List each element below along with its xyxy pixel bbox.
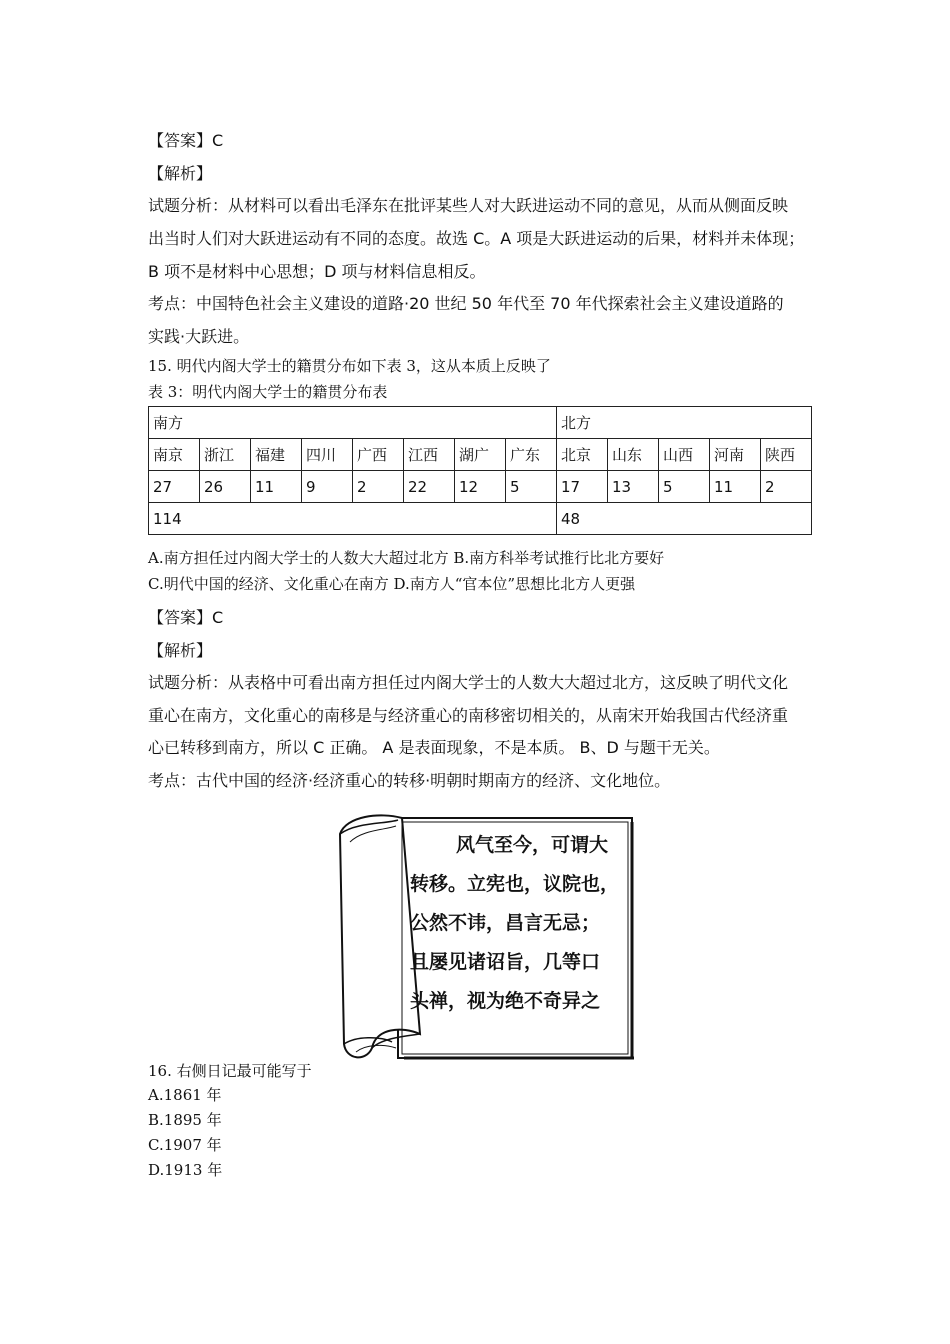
q16-option-c: C.1907 年: [148, 1136, 222, 1154]
count-cell: 12: [455, 471, 506, 503]
q15-table-caption: 表 3：明代内阁大学士的籍贯分布表: [148, 383, 388, 401]
province-cell: 四川: [302, 439, 353, 471]
q16-option-a: A.1861 年: [148, 1086, 222, 1104]
q15-option-ab: A.南方担任过内阁大学士的人数大大超过北方 B.南方科举考试推行比北方要好: [148, 549, 665, 567]
count-cell: 5: [659, 471, 710, 503]
province-cell: 河南: [710, 439, 761, 471]
q15-stem: 15. 明代内阁大学士的籍贯分布如下表 3，这从本质上反映了: [148, 357, 551, 375]
count-cell: 27: [149, 471, 200, 503]
table-row: [149, 407, 812, 439]
q14-key-point-cont: 实践·大跃进。: [148, 327, 250, 346]
q14-answer: 【答案】C: [148, 131, 224, 150]
q16-stem: 16. 右侧日记最可能写于: [148, 1062, 312, 1080]
q15-key-point: 考点：古代中国的经济·经济重心的转移·明朝时期南方的经济、文化地位。: [148, 771, 671, 790]
q15-analysis-line: 试题分析：从表格中可看出南方担任过内阁大学士的人数大大超过北方，这反映了明代文化: [148, 673, 789, 692]
q15-option-cd: C.明代中国的经济、文化重心在南方 D.南方人“官本位”思想比北方人更强: [148, 575, 636, 593]
count-cell: 17: [557, 471, 608, 503]
q14-key-point: 考点：中国特色社会主义建设的道路·20 世纪 50 年代至 70 年代探索社会主义建设道路的: [148, 294, 784, 313]
count-cell: 5: [506, 471, 557, 503]
q14-analysis-heading: 【解析】: [148, 164, 213, 183]
count-cell: 13: [608, 471, 659, 503]
q14-analysis-line: 试题分析：从材料可以看出毛泽东在批评某些人对大跃进运动不同的意见，从而从侧面反映: [148, 196, 789, 215]
province-cell: 江西: [404, 439, 455, 471]
diary-line: 风气至今，可谓大: [456, 834, 609, 856]
diary-line: 且屡见诸诏旨，几等口: [410, 951, 601, 973]
province-cell: 广东: [506, 439, 557, 471]
north-total-cell: 48: [557, 503, 812, 535]
province-cell: 北京: [557, 439, 608, 471]
count-cell: 26: [200, 471, 251, 503]
count-cell: 11: [251, 471, 302, 503]
province-cell: 广西: [353, 439, 404, 471]
province-cell: 南京: [149, 439, 200, 471]
q16-option-d: D.1913 年: [148, 1161, 223, 1179]
diary-line: 转移。立宪也，议院也，: [410, 873, 620, 895]
q15-analysis-heading: 【解析】: [148, 641, 213, 660]
north-region-header: 北方: [557, 407, 812, 439]
province-cell: 福建: [251, 439, 302, 471]
province-cell: 山东: [608, 439, 659, 471]
province-cell: 浙江: [200, 439, 251, 471]
q15-analysis-line: 心已转移到南方，所以 C 正确。 A 是表面现象，不是本质。 B、D 与题干无关。: [148, 738, 720, 757]
south-region-header: 南方: [149, 407, 557, 439]
table-row: [149, 439, 812, 471]
q15-answer: 【答案】C: [148, 608, 224, 627]
q14-analysis-line: 出当时人们对大跃进运动有不同的态度。故选 C。A 项是大跃进运动的后果，材料并未体现；: [148, 229, 805, 248]
table-row: [149, 503, 812, 535]
q14-analysis-line: B 项不是材料中心思想；D 项与材料信息相反。: [148, 262, 486, 281]
province-cell: 山西: [659, 439, 710, 471]
origin-distribution-table: [148, 406, 812, 535]
province-cell: 陕西: [761, 439, 812, 471]
diary-text: [410, 826, 625, 1021]
count-cell: 22: [404, 471, 455, 503]
count-cell: 2: [761, 471, 812, 503]
south-total-cell: 114: [149, 503, 557, 535]
diary-line: 头禅，视为绝不奇异之: [410, 990, 601, 1012]
count-cell: 2: [353, 471, 404, 503]
count-cell: 11: [710, 471, 761, 503]
count-cell: 9: [302, 471, 353, 503]
q16-option-b: B.1895 年: [148, 1111, 222, 1129]
q15-analysis-line: 重心在南方，文化重心的南移是与经济重心的南移密切相关的，从南宋开始我国古代经济重: [148, 706, 789, 725]
province-cell: 湖广: [455, 439, 506, 471]
table-row: [149, 471, 812, 503]
diary-line: 公然不讳，昌言无忌；: [410, 912, 601, 934]
